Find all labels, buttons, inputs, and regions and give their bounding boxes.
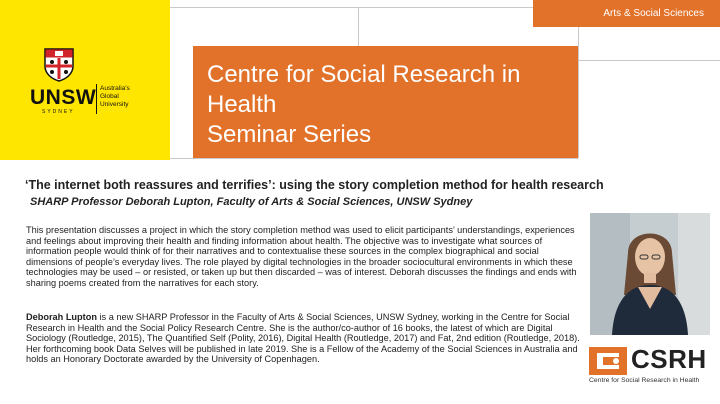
unsw-crest-icon [44,48,74,82]
abstract-paragraph: This presentation discusses a project in which the story completion method was used to elicit participants’ understandings, experiences and feelings about improving their health and finding information about health. The objective was to investigate what sources of information people would think of for their narratives and to contextualise these sources in the complex biographical and social dimensions of people’s everyday lives. The role played by digital technologies in the broader sociocultural environments in which these technologies may be used – or resisted, or taken up but then discarded – was of interest. Deborah discusses the findings and ends with sharing poems created from the narratives for each story. [26,225,577,288]
speaker-portrait-icon [590,213,710,335]
frame-line [578,60,720,61]
unsw-wordmark: UNSW [30,86,97,109]
unsw-divider [96,84,97,114]
csrh-mark-icon [589,347,627,375]
bio-paragraph [26,312,586,365]
speaker-line: SHARP Professor Deborah Lupton, Faculty of Arts & Social Sciences, UNSW Sydney [30,196,473,208]
csrh-logo [589,344,713,384]
speaker-photo [590,213,710,335]
faculty-label: Arts & Social Sciences [603,8,704,19]
frame-line [358,7,359,46]
series-title: Centre for Social Research in Health Seminar Series [207,61,521,148]
series-banner [193,46,578,158]
frame-line [578,27,579,158]
csrh-acronym: CSRH [631,344,707,374]
frame-line [170,158,578,159]
unsw-location: SYDNEY [42,109,75,115]
bio-text: is a new SHARP Professor in the Faculty of Arts & Social Sciences, UNSW Sydney, working in the Centre for Social Research in Health and the Social Policy Research Centre. She is the author/co-author of 16 books, the latest of which are Digital Sociology (Routledge, 2015), The Quantified Self (Polity, 2016), Digital Health (Routledge, 2017) and Fat, 2nd edition (Routledge, 2018). Her forthcoming book Data Selves will be published in late 2019. She is a Fellow of the Academy of the Social Sciences in Australia and holds an Honorary Doctorate awarded by the University of Copenhagen. [26,312,580,365]
unsw-logo-panel [0,0,170,160]
unsw-tagline: Australia's Global University [100,85,130,108]
frame-line [170,7,533,8]
talk-title: ‘The internet both reassures and terrifies’: using the story completion method for health research [25,178,604,192]
bio-name: Deborah Lupton [26,312,97,322]
csrh-full-name: Centre for Social Research in Health [589,377,700,384]
faculty-banner [533,0,720,27]
